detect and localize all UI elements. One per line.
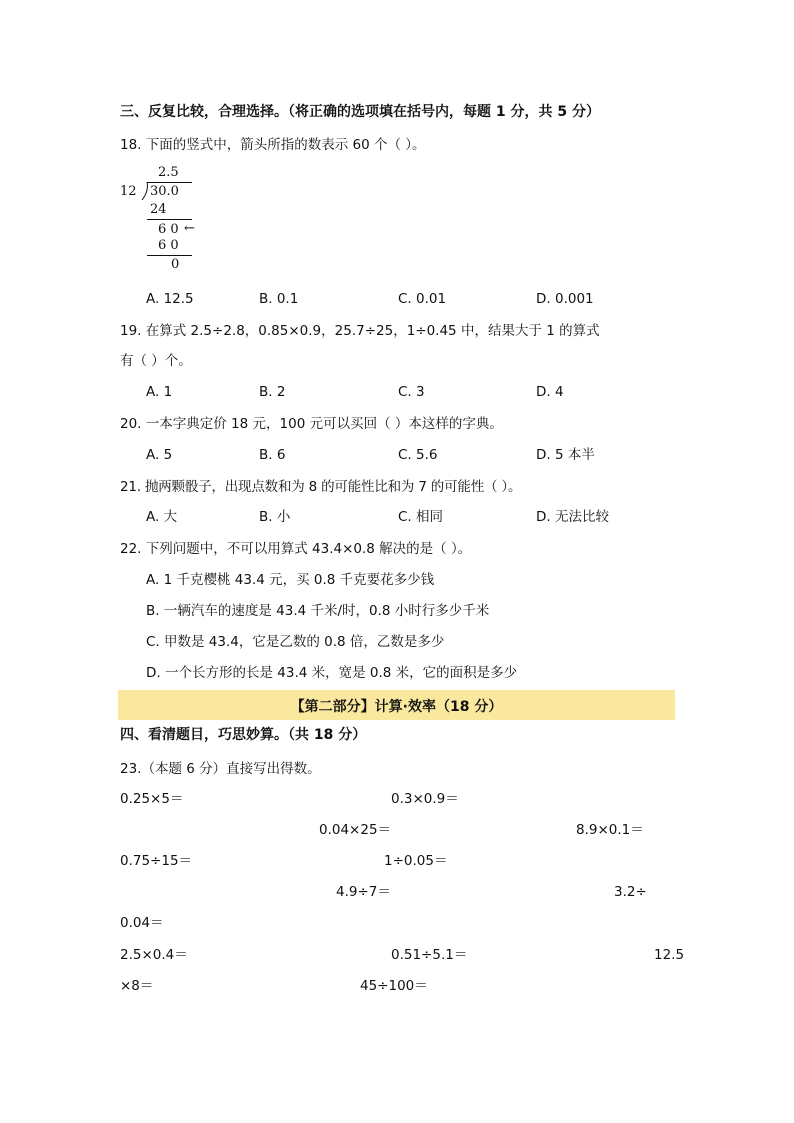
q21-stem: 21. 抛两颗骰子，出现点数和为 8 的可能性比和为 7 的可能性（ ）。 <box>120 479 522 495</box>
calc-item: 0.04×25＝ <box>319 822 392 838</box>
division-step2: 6 0 <box>158 222 179 237</box>
q20-option-d: D. 5 本半 <box>536 447 595 463</box>
calc-item: 2.5×0.4＝ <box>120 947 188 963</box>
q19-stem-line1: 19. 在算式 2.5÷2.8，0.85×0.9，25.7÷25，1÷0.45 中，结果大于 1 的算式 <box>120 323 600 339</box>
division-line-2 <box>147 255 192 256</box>
calc-item: 0.3×0.9＝ <box>391 791 459 807</box>
calc-item: 0.25×5＝ <box>120 791 184 807</box>
division-remainder: 0 <box>171 257 180 272</box>
calc-item: 8.9×0.1＝ <box>576 822 644 838</box>
q18-option-b: B. 0.1 <box>259 291 299 307</box>
q22-option-d: D. 一个长方形的长是 43.4 米，宽是 0.8 米，它的面积是多少 <box>146 665 518 681</box>
division-step3: 6 0 <box>158 238 179 253</box>
q19-option-a: A. 1 <box>146 384 173 400</box>
q20-option-c: C. 5.6 <box>398 447 438 463</box>
calc-item: 0.04＝ <box>120 915 164 931</box>
q19-option-d: D. 4 <box>536 384 564 400</box>
part2-banner <box>118 690 675 720</box>
q20-stem: 20. 一本字典定价 18 元，100 元可以买回（ ）本这样的字典。 <box>120 416 503 432</box>
calc-item: ×8＝ <box>120 978 154 994</box>
calc-item: 3.2÷ <box>614 884 647 900</box>
q19-option-c: C. 3 <box>398 384 425 400</box>
q22-stem: 22. 下列问题中，不可以用算式 43.4×0.8 解决的是（ ）。 <box>120 541 472 557</box>
calc-item: 45÷100＝ <box>360 978 428 994</box>
division-divisor: 12 <box>120 184 137 199</box>
division-dividend: 30.0 <box>150 184 179 199</box>
calc-item: 1÷0.05＝ <box>384 853 448 869</box>
q19-stem-line2: 有（ ）个。 <box>120 353 192 369</box>
division-step1: 24 <box>150 202 167 217</box>
q18-option-a: A. 12.5 <box>146 291 194 307</box>
part2-banner-text: 【第二部分】计算·效率（18 分） <box>290 699 503 715</box>
calc-item: 0.51÷5.1＝ <box>391 947 468 963</box>
q20-option-a: A. 5 <box>146 447 173 463</box>
q22-option-c: C. 甲数是 43.4，它是乙数的 0.8 倍，乙数是多少 <box>146 634 445 650</box>
q21-option-a: A. 大 <box>146 509 178 525</box>
division-bracket-curve <box>140 181 150 201</box>
q20-option-b: B. 6 <box>259 447 286 463</box>
q21-option-c: C. 相同 <box>398 509 444 525</box>
division-line-1 <box>147 219 192 220</box>
calc-item: 12.5 <box>654 947 685 963</box>
q22-option-b: B. 一辆汽车的速度是 43.4 千米/时，0.8 小时行多少千米 <box>146 603 490 619</box>
division-quotient: 2.5 <box>158 165 179 180</box>
division-bracket-top <box>147 182 192 183</box>
q18-option-c: C. 0.01 <box>398 291 447 307</box>
q18-option-d: D. 0.001 <box>536 291 594 307</box>
calc-item: 4.9÷7＝ <box>336 884 391 900</box>
q21-option-b: B. 小 <box>259 509 291 525</box>
q23-stem: 23.（本题 6 分）直接写出得数。 <box>120 761 321 777</box>
arrow-left-icon: ← <box>184 221 195 236</box>
section4-heading: 四、看清题目，巧思妙算。（共 18 分） <box>120 727 367 743</box>
q22-option-a: A. 1 千克樱桃 43.4 元，买 0.8 千克要花多少钱 <box>146 572 435 588</box>
q21-option-d: D. 无法比较 <box>536 509 609 525</box>
calc-item: 0.75÷15＝ <box>120 853 193 869</box>
q18-stem: 18. 下面的竖式中，箭头所指的数表示 60 个（ ）。 <box>120 137 426 153</box>
section3-heading: 三、反复比较，合理选择。（将正确的选项填在括号内，每题 1 分，共 5 分） <box>120 104 600 120</box>
q19-option-b: B. 2 <box>259 384 286 400</box>
